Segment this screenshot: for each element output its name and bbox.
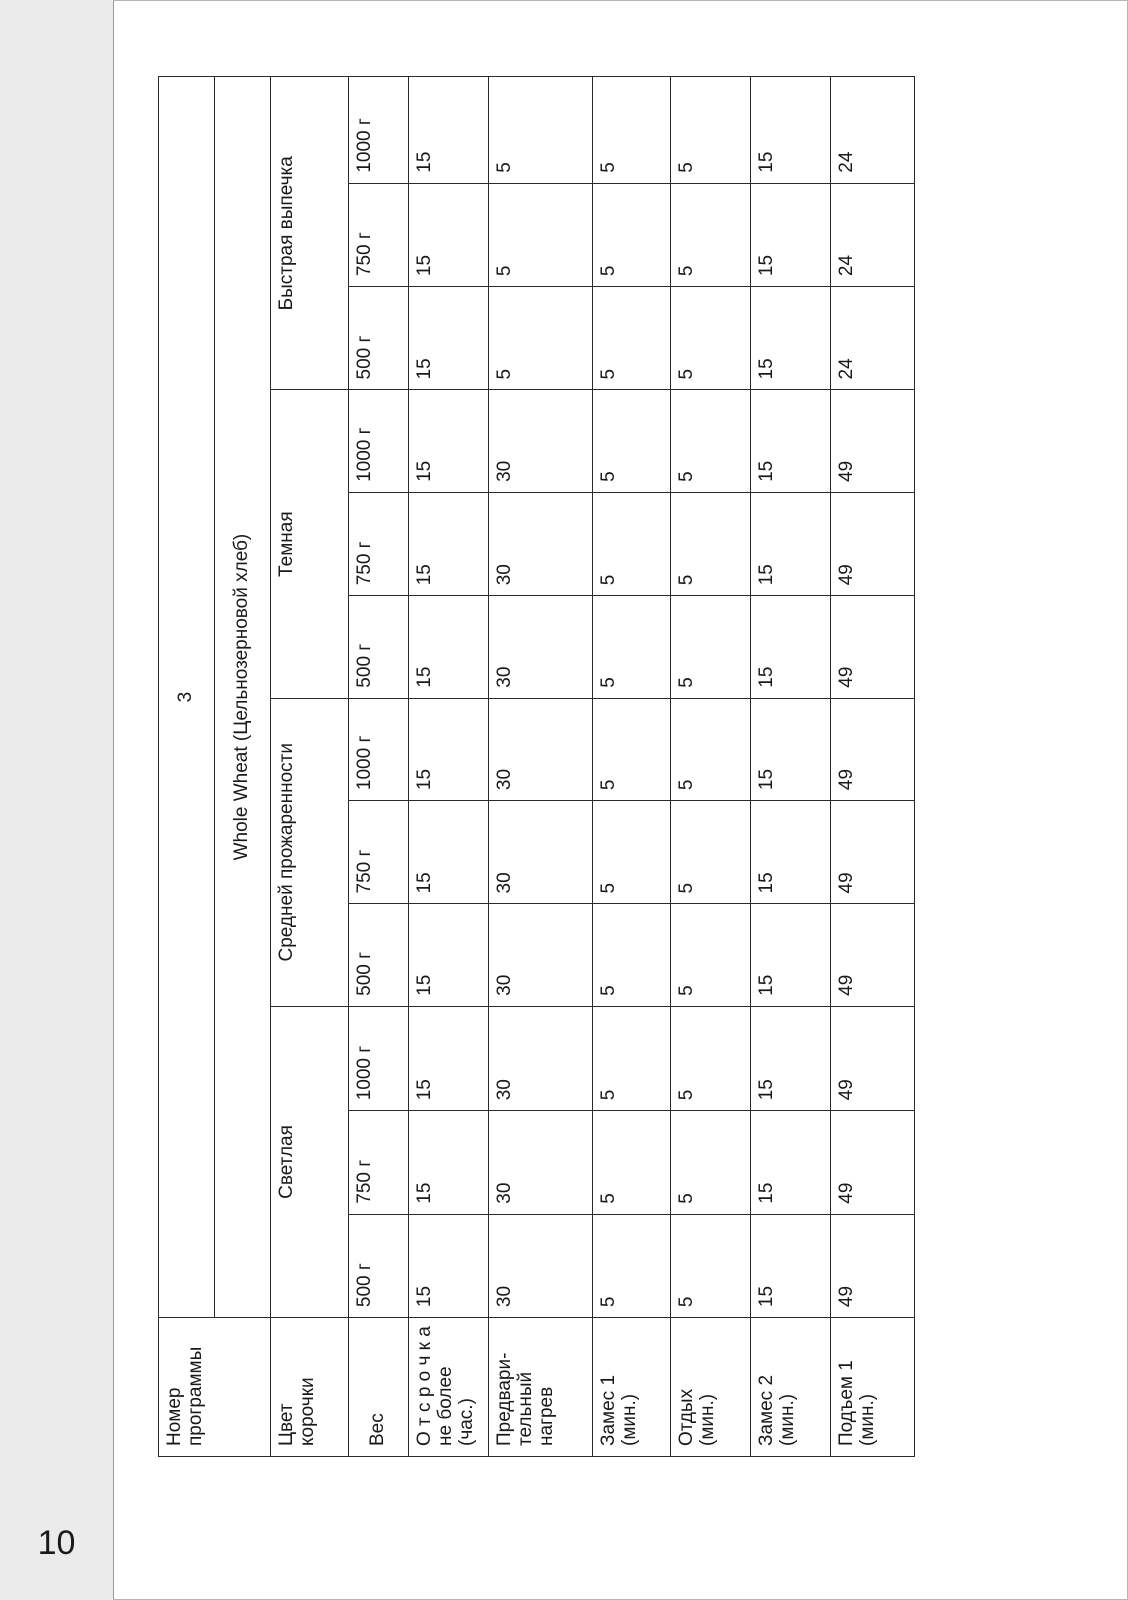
value-cell: 49 (831, 1006, 915, 1110)
rotated-table-container (158, 76, 916, 1457)
value-cell: 30 (489, 698, 593, 800)
value-cell: 15 (409, 801, 489, 904)
row-label-line: (мин.) (856, 1393, 878, 1446)
row-label (593, 1318, 671, 1457)
page-number: 10 (37, 1524, 76, 1562)
program-name-row (215, 77, 271, 1457)
crust-color-header: Темная (271, 390, 349, 698)
row-label-line: (час.) (455, 1398, 477, 1446)
value-cell: 5 (489, 287, 593, 390)
value-cell: 30 (489, 904, 593, 1006)
value-cell: 5 (671, 287, 751, 390)
value-cell: 5 (593, 596, 671, 698)
value-cell: 30 (489, 1214, 593, 1317)
value-cell: 30 (489, 1006, 593, 1110)
weight-cell: 500 г (349, 1214, 409, 1317)
program-table (158, 76, 915, 1457)
program-number: 3 (159, 77, 215, 1318)
row-label-line: Подъем 1 (836, 1360, 857, 1446)
value-cell: 30 (489, 596, 593, 698)
row-label (751, 1318, 831, 1457)
weight-cell: 750 г (349, 1111, 409, 1214)
weight-cell: 500 г (349, 596, 409, 698)
value-cell: 5 (671, 698, 751, 800)
value-cell: 49 (831, 698, 915, 800)
value-cell: 5 (671, 1111, 751, 1214)
program-label-line: программы (184, 1346, 206, 1446)
value-cell: 24 (831, 77, 915, 184)
row-label-line: (мин.) (776, 1393, 798, 1446)
value-cell: 5 (671, 492, 751, 595)
value-cell: 49 (831, 596, 915, 698)
row-label (409, 1318, 489, 1457)
value-cell: 15 (751, 287, 831, 390)
program-label-cell (159, 1318, 271, 1457)
table-row (593, 77, 671, 1457)
value-cell: 15 (751, 390, 831, 492)
value-cell: 5 (593, 183, 671, 286)
value-cell: 15 (409, 698, 489, 800)
value-cell: 15 (751, 183, 831, 286)
value-cell: 15 (409, 1006, 489, 1110)
value-cell: 15 (409, 1111, 489, 1214)
crust-label-line: Цвет (276, 1403, 297, 1446)
value-cell: 49 (831, 1111, 915, 1214)
value-cell: 49 (831, 492, 915, 595)
crust-row (271, 77, 349, 1457)
weight-cell: 1000 г (349, 698, 409, 800)
row-label (831, 1318, 915, 1457)
value-cell: 49 (831, 904, 915, 1006)
value-cell: 15 (409, 596, 489, 698)
value-cell: 5 (593, 1006, 671, 1110)
crust-color-header: Средней прожаренности (271, 698, 349, 1006)
row-label-line: Замес 2 (756, 1374, 777, 1446)
weight-cell: 1000 г (349, 390, 409, 492)
value-cell: 24 (831, 287, 915, 390)
value-cell: 49 (831, 390, 915, 492)
weight-cell: 750 г (349, 801, 409, 904)
crust-color-header: Быстрая выпечка (271, 77, 349, 391)
value-cell: 5 (593, 77, 671, 184)
weight-cell: 500 г (349, 287, 409, 390)
page-border-top (113, 0, 1128, 1)
weight-cell: 1000 г (349, 77, 409, 184)
value-cell: 5 (593, 698, 671, 800)
value-cell: 15 (409, 1214, 489, 1317)
value-cell: 15 (409, 492, 489, 595)
crust-label-line: корочки (296, 1377, 318, 1446)
row-label (671, 1318, 751, 1457)
table-row (751, 77, 831, 1457)
value-cell: 15 (751, 1006, 831, 1110)
value-cell: 5 (671, 904, 751, 1006)
page-edge-line (113, 0, 114, 1600)
value-cell: 30 (489, 1111, 593, 1214)
weight-cell: 500 г (349, 904, 409, 1006)
value-cell: 5 (671, 801, 751, 904)
value-cell: 5 (593, 492, 671, 595)
value-cell: 49 (831, 801, 915, 904)
value-cell: 15 (409, 183, 489, 286)
table-row (831, 77, 915, 1457)
row-label-line: О т с р о ч к а (414, 1326, 435, 1446)
weight-cell: 750 г (349, 492, 409, 595)
value-cell: 5 (593, 287, 671, 390)
value-cell: 5 (593, 1214, 671, 1317)
table-row (671, 77, 751, 1457)
value-cell: 15 (409, 390, 489, 492)
value-cell: 5 (489, 77, 593, 184)
value-cell: 30 (489, 492, 593, 595)
value-cell: 5 (671, 1214, 751, 1317)
row-label-line: Предвари- (494, 1352, 515, 1446)
row-label-line: Отдых (676, 1388, 697, 1446)
value-cell: 15 (409, 904, 489, 1006)
value-cell: 49 (831, 1214, 915, 1317)
value-cell: 15 (751, 77, 831, 184)
value-cell: 15 (751, 1111, 831, 1214)
program-name: Whole Wheat (Цельнозерновой хлеб) (215, 77, 271, 1318)
value-cell: 15 (409, 77, 489, 184)
value-cell: 15 (751, 596, 831, 698)
row-label-line: тельный (514, 1371, 536, 1446)
value-cell: 15 (751, 904, 831, 1006)
crust-label-cell (271, 1318, 349, 1457)
row-label-line: не более (434, 1366, 456, 1446)
value-cell: 5 (593, 1111, 671, 1214)
value-cell: 30 (489, 801, 593, 904)
value-cell: 5 (593, 904, 671, 1006)
table-row (409, 77, 489, 1457)
weight-row (349, 77, 409, 1457)
value-cell: 5 (671, 183, 751, 286)
value-cell: 15 (751, 801, 831, 904)
row-label-line: нагрев (535, 1386, 557, 1446)
weight-cell: 750 г (349, 183, 409, 286)
value-cell: 5 (489, 183, 593, 286)
value-cell: 5 (671, 1006, 751, 1110)
row-label-line: (мин.) (618, 1393, 640, 1446)
value-cell: 15 (751, 1214, 831, 1317)
value-cell: 5 (671, 390, 751, 492)
table-row (489, 77, 593, 1457)
page-margin-strip (0, 0, 113, 1600)
program-label-line: Номер (164, 1387, 185, 1446)
value-cell: 5 (593, 390, 671, 492)
weight-cell: 1000 г (349, 1006, 409, 1110)
weight-label: Вес (349, 1318, 409, 1457)
value-cell: 5 (671, 77, 751, 184)
row-label-line: (мин.) (696, 1393, 718, 1446)
value-cell: 30 (489, 390, 593, 492)
program-number-row (159, 77, 215, 1457)
value-cell: 15 (751, 492, 831, 595)
row-label-line: Замес 1 (598, 1374, 619, 1446)
value-cell: 24 (831, 183, 915, 286)
row-label (489, 1318, 593, 1457)
value-cell: 5 (593, 801, 671, 904)
crust-color-header: Светлая (271, 1006, 349, 1317)
value-cell: 15 (751, 698, 831, 800)
value-cell: 5 (671, 596, 751, 698)
value-cell: 15 (409, 287, 489, 390)
